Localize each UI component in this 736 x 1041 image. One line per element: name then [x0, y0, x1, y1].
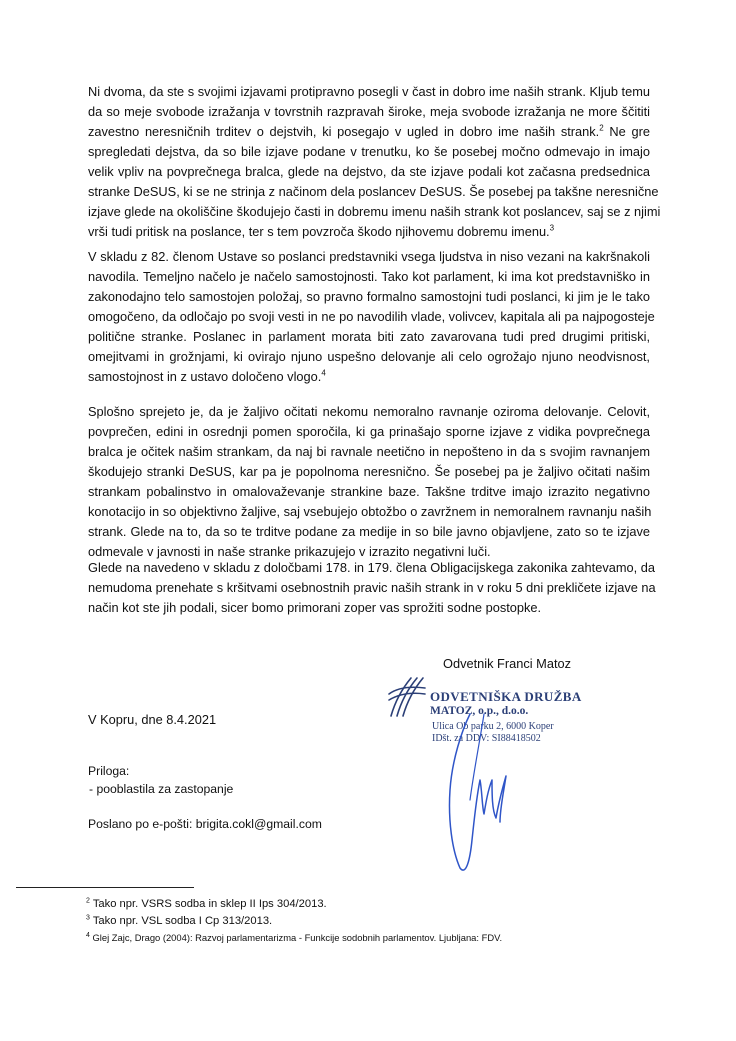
- text-line: samostojnost in z ustavo določeno vlogo.$^4$: [88, 368, 326, 384]
- paragraph-defamation: [88, 82, 661, 242]
- footnote-3: $^3$ Tako npr. VSL sodba I Cp 313/2013.: [86, 914, 273, 927]
- text-line: V skladu z 82. členom Ustave so poslanci predstavniki vsega ljudstva in niso vezani na kakršnakoli: [88, 249, 650, 264]
- text-line: da so meje svobode izražanja v tovrstnih razpravah široke, meja svobode izražanja ne more ščititi: [88, 104, 650, 119]
- text-line: omogočeno, da odločajo po svoji vesti in ne po navodilih vlade, volivcev, kapitala ali pa najpogosteje: [88, 309, 655, 324]
- paragraph-demand: [88, 558, 656, 618]
- footnote-ref-2: 2: [599, 123, 604, 133]
- text-line: politične stranke. Poslanec in parlament morata biti zato zavarovana tudi pred drugimi pritiski,: [88, 329, 650, 344]
- text-line: povprečen, edini in osrednji pomen sporočila, ki ga prinašajo sporne izjave z vidika povprečnega: [88, 424, 650, 439]
- text-line: zavestno neresničnih trditev o dejstvih, ki posegajo v ugled in dobro ime naših strank.$^2$ Ne gre: [88, 123, 650, 139]
- text-line: zakonodajno telo samostojen položaj, so pravno formalno samostojni tudi poslanci, ki jim je le tako: [88, 289, 650, 304]
- text-line: vrši tudi pritisk na poslance, ter s tem povzroča škodo njihovemu dobremu imenu.$^3$: [88, 223, 555, 239]
- stamp-tax-id: IDšt. za DDV: SI88418502: [432, 733, 541, 744]
- law-firm-logo-icon: [385, 672, 429, 720]
- text-line: stranke DeSUS, ki se ne strinja z načinom dela poslancev DeSUS. Še posebej pa takšne neresnične: [88, 184, 659, 199]
- text-line: odmevale v javnosti in naše stranke prikazujejo v izrazito negativni luči.: [88, 544, 491, 559]
- stamp-firm-sub: MATOZ, o.p., d.o.o.: [430, 705, 529, 717]
- attorney-name: Odvetnik Franci Matoz: [443, 656, 572, 671]
- stamp-address: Ulica Ob parku 2, 6000 Koper: [432, 721, 554, 732]
- text-line: spregledati dejstva, da so bile izjave podane v trenutku, ko še posebej močno odmevajo in imajo: [88, 144, 650, 159]
- email-line: Poslano po e-pošti: brigita.cokl@gmail.com: [88, 817, 322, 831]
- text-line: izjave glede na okoliščine škodujejo časti in dobremu imenu naših strank kot poslancev, saj se z njimi: [88, 204, 661, 219]
- text-line: velik vpliv na povprečnega bralca, glede na dejstvo, da ste izjave podali kot začasna predsednica: [88, 164, 650, 179]
- text-line: Splošno sprejeto je, da je žaljivo očitati nekomu nemoralno ravnanje oziroma delovanje. Celovit,: [88, 404, 650, 419]
- text-line: Ni dvoma, da ste s svojimi izjavami protipravno posegli v čast in dobro ime naših strank. Kljub temu: [88, 84, 650, 99]
- paragraph-insult: [88, 402, 650, 562]
- annex-item: - pooblastila za zastopanje: [89, 782, 234, 796]
- text-line: strank. Glede na to, da so te trditve podane za medije in so bile javno objavljene, zato so te izjave: [88, 524, 650, 539]
- text-line: način kot ste jih podali, sicer bomo primorani zoper vas sprožiti sodne postopke.: [88, 600, 542, 615]
- paragraph-constitution: [88, 247, 655, 387]
- text-line: strankam pobalinstvo in omalovaževanje strankine baze. Takšne trditve imajo izrazito negativno: [88, 484, 650, 499]
- footnote-divider: [16, 887, 194, 888]
- text-line: nemudoma prenehate s kršitvami osebnostnih pravic naših strank in v roku 5 dni prekličete izjave na: [88, 580, 656, 595]
- text-line: škodujejo stranki DeSUS, kar pa je popolnoma neresnično. Še posebej pa je žaljivo očitati našim: [88, 464, 650, 479]
- footnote-ref-4: 4: [321, 368, 326, 378]
- annex-title: Priloga:: [88, 764, 130, 778]
- text-line: Glede na navedeno v skladu z določbami 178. in 179. člena Obligacijskega zakonika zahtevamo, da: [88, 560, 655, 575]
- text-line: konotacijo in so objektivno žaljive, saj vsebujejo obtožbo o zavržnem in nemoralnem ravnanju naših: [88, 504, 652, 519]
- place-date: V Kopru, dne 8.4.2021: [88, 712, 217, 727]
- text-line: bralca je očitek našim strankam, da naj bi ravnale neetično in nepošteno in da s svojim ravnanjem: [88, 444, 650, 459]
- text-line: navodila. Temeljno načelo je načelo samostojnosti. Tako kot parlament, ki ima kot predstavniško in: [88, 269, 650, 284]
- stamp-firm-name: ODVETNIŠKA DRUŽBA: [430, 689, 582, 704]
- footnote-ref-3: 3: [549, 223, 555, 233]
- signature-icon: [440, 710, 520, 880]
- footnote-4: $^4$ Glej Zajc, Drago (2004): Razvoj parlamentarizma - Funkcije sodobnih parlamentov. Ljubljana: FDV.: [86, 931, 503, 943]
- text-line: omejitvami in grožnjami, ki ovirajo njuno uspešno delovanje ali celo ogrožajo njuno neodvisnost,: [88, 349, 650, 364]
- footnote-2: $^2$ Tako npr. VSRS sodba in sklep II Ips 304/2013.: [86, 897, 327, 910]
